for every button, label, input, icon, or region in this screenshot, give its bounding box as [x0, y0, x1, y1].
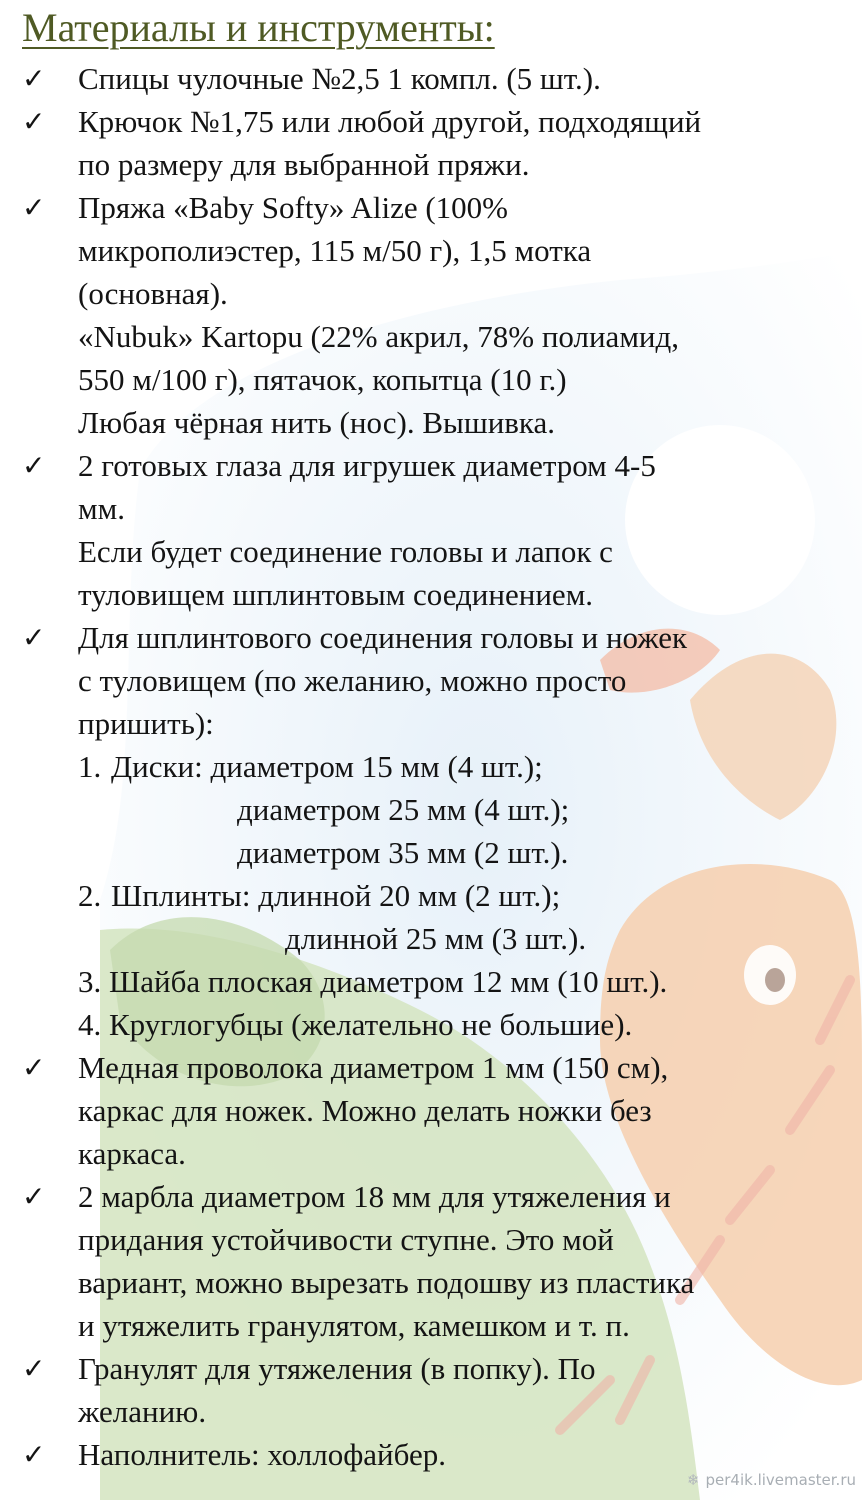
list-line: туловищем шплинтовым соединением.: [78, 577, 594, 612]
checkmark-icon: ✓: [22, 621, 46, 654]
list-line: 2 марбла диаметром 18 мм для утяжеления и: [78, 1179, 671, 1214]
list-line: вариант, можно вырезать подошву из пластика: [78, 1265, 695, 1300]
checkmark-icon: ✓: [22, 449, 46, 482]
list-line: диаметром 25 мм (4 шт.);: [237, 792, 570, 827]
list-line: Если будет соединение головы и лапок с: [78, 534, 613, 569]
list-line: Диски: диаметром 15 мм (4 шт.);: [111, 749, 543, 784]
numbered-item-discs: [78, 745, 543, 788]
list-line: 550 м/100 г), пятачок, копытца (10 г.): [78, 362, 567, 397]
page-title: Материалы и инструменты:: [22, 5, 495, 50]
list-line: (основная).: [78, 276, 228, 311]
list-line: Крючок №1,75 или любой другой, подходящий: [78, 104, 702, 139]
list-line: Медная проволока диаметром 1 мм (150 см),: [78, 1050, 669, 1085]
list-line: диаметром 35 мм (2 шт.).: [237, 835, 569, 870]
list-number: 1.: [78, 749, 102, 784]
list-line: Любая чёрная нить (нос). Вышивка.: [78, 405, 556, 440]
site-watermark: [687, 1470, 856, 1490]
list-line: Пряжа «Baby Softy» Alize (100%: [78, 190, 509, 225]
list-line: Спицы чулочные №2,5 1 компл. (5 шт.).: [78, 61, 601, 96]
checkmark-icon: ✓: [22, 191, 46, 224]
list-line: по размеру для выбранной пряжи.: [78, 147, 530, 182]
checkmark-icon: ✓: [22, 1352, 46, 1385]
checkmark-icon: ✓: [22, 1438, 46, 1471]
list-line: мм.: [78, 491, 125, 526]
checkmark-icon: ✓: [22, 105, 46, 138]
list-line: каркас для ножек. Можно делать ножки без: [78, 1093, 652, 1128]
list-line: длинной 25 мм (3 шт.).: [285, 921, 587, 956]
list-line: желанию.: [78, 1394, 207, 1429]
snowflake-icon: ❄: [686, 1471, 700, 1489]
list-line: «Nubuk» Kartopu (22% акрил, 78% полиамид,: [78, 319, 680, 354]
list-line: микрополиэстер, 115 м/50 г), 1,5 мотка: [78, 233, 592, 268]
checkmark-icon: ✓: [22, 1180, 46, 1213]
list-line: Шплинты: длинной 20 мм (2 шт.);: [111, 878, 561, 913]
list-line: 2 готовых глаза для игрушек диаметром 4-5: [78, 448, 656, 483]
list-line: придания устойчивости ступне. Это мой: [78, 1222, 614, 1257]
list-line: 4. Круглогубцы (желательно не большие).: [78, 1007, 633, 1042]
list-line: 3. Шайба плоская диаметром 12 мм (10 шт.).: [78, 964, 668, 999]
checkmark-icon: ✓: [22, 1051, 46, 1084]
list-line: пришить):: [78, 706, 214, 741]
list-number: 2.: [78, 878, 102, 913]
list-line: Наполнитель: холлофайбер.: [78, 1437, 447, 1472]
numbered-item-pins: [78, 874, 560, 917]
checkmark-icon: ✓: [22, 62, 46, 95]
list-line: Для шплинтового соединения головы и ножек: [78, 620, 688, 655]
list-line: Гранулят для утяжеления (в попку). По: [78, 1351, 596, 1386]
watermark-text: per4ik.livemaster.ru: [705, 1471, 856, 1489]
list-line: каркаса.: [78, 1136, 186, 1171]
list-line: с туловищем (по желанию, можно просто: [78, 663, 627, 698]
list-line: и утяжелить гранулятом, камешком и т. п.: [78, 1308, 630, 1343]
